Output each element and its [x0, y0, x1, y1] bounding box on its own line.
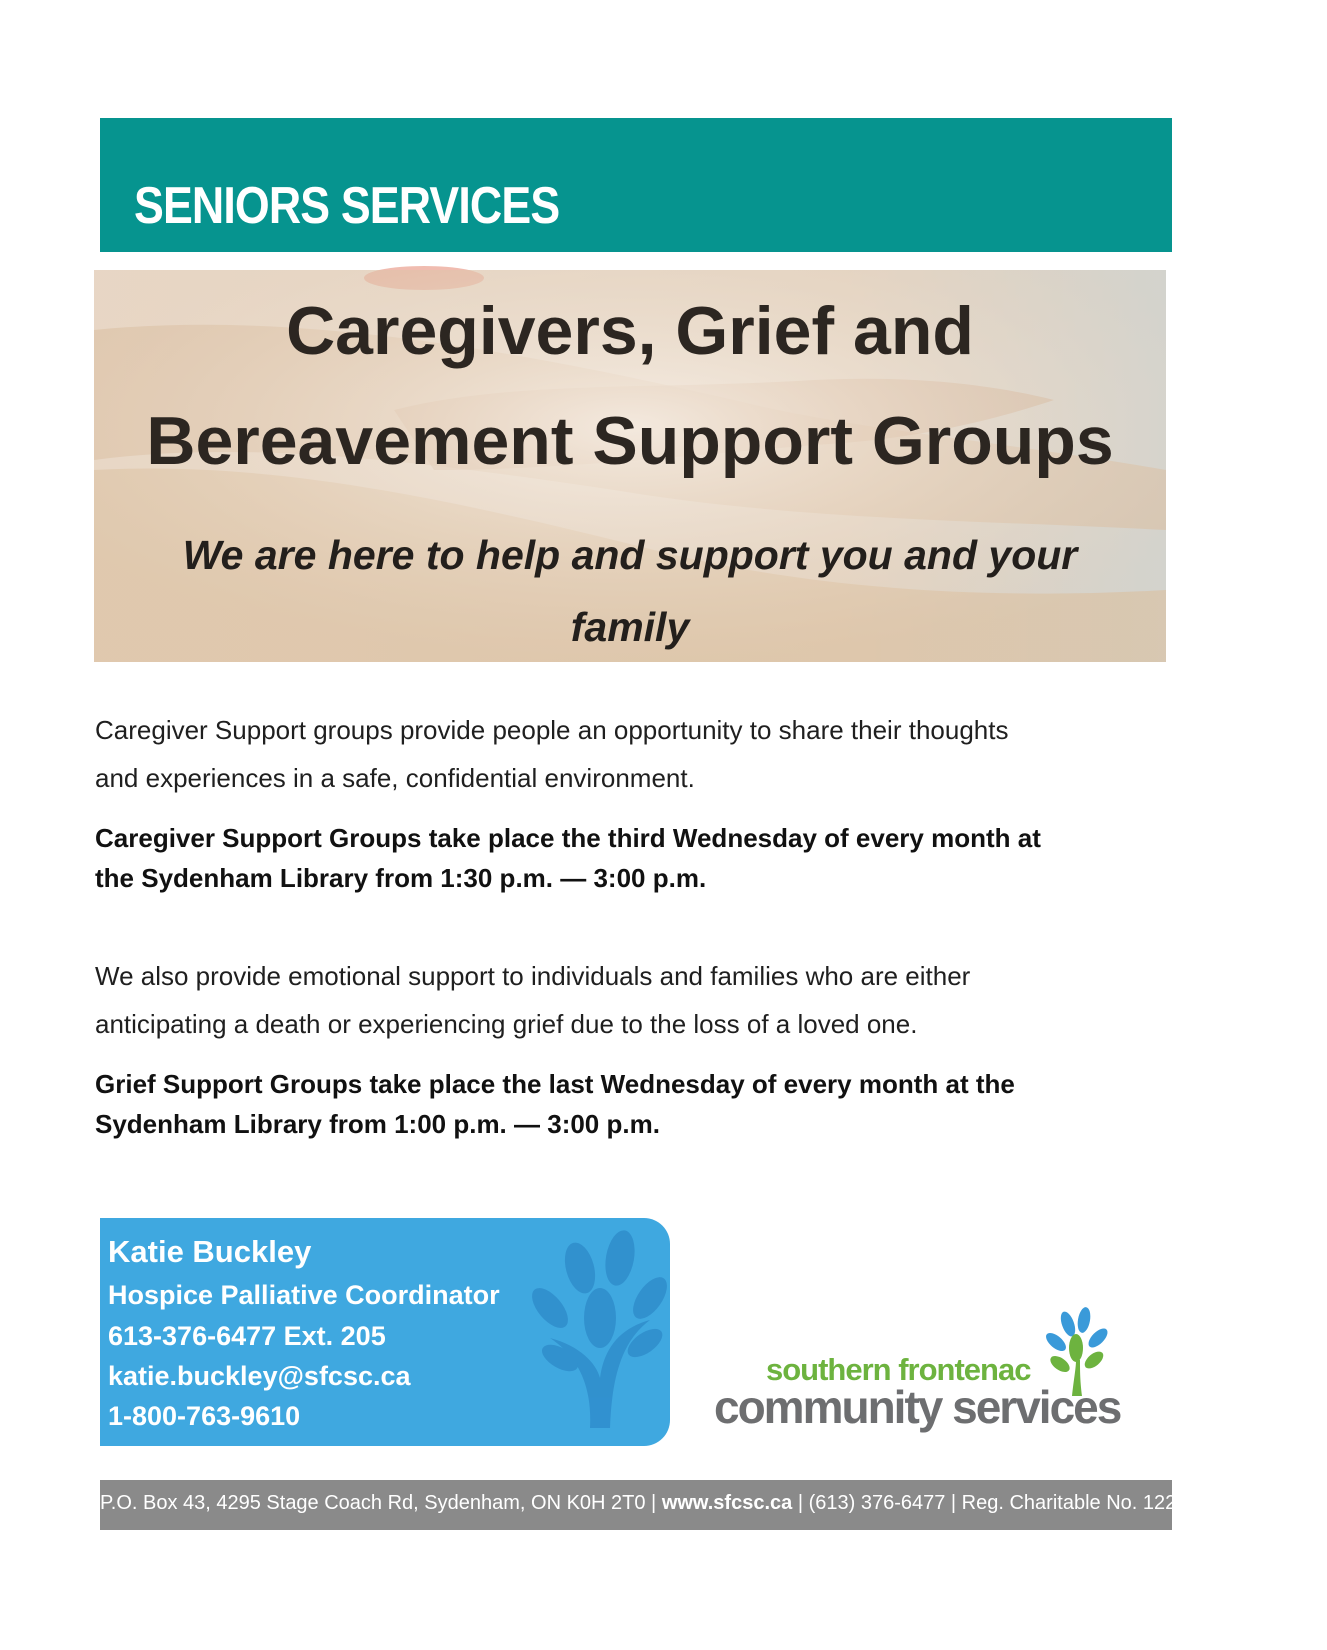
logo-line2: community services [714, 1381, 1121, 1433]
para2-line2: the Sydenham Library from 1:30 p.m. — 3:00 p.m. [95, 863, 707, 893]
organization-logo [708, 1308, 1148, 1438]
contact-card [100, 1218, 670, 1446]
grief-description [95, 952, 1185, 1048]
hero-title-line1: Caregivers, Grief and [286, 293, 974, 369]
footer-website[interactable]: www.sfcsc.ca [661, 1492, 793, 1514]
contact-tollfree[interactable]: 1-800-763-9610 [108, 1401, 301, 1431]
header-band [100, 118, 1172, 252]
caregiver-description [95, 706, 1185, 802]
hero-subtitle-line1: We are here to help and support you and your [182, 532, 1078, 578]
para3-line2: anticipating a death or experiencing grief due to the loss of a loved one. [95, 1009, 918, 1039]
contact-phone[interactable]: 613-376-6477 Ext. 205 [108, 1321, 386, 1351]
tree-icon [520, 1228, 680, 1438]
contact-email[interactable]: katie.buckley@sfcsc.ca [108, 1361, 411, 1391]
caregiver-schedule [95, 818, 1185, 898]
para1-line2: and experiences in a safe, confidential environment. [95, 763, 695, 793]
section-title: SENIORS SERVICES [134, 177, 560, 235]
para4-line2: Sydenham Library from 1:00 p.m. — 3:00 p.m. [95, 1109, 660, 1139]
hero-title-line2: Bereavement Support Groups [146, 403, 1114, 479]
para1-line1: Caregiver Support groups provide people an opportunity to share their thoughts [95, 715, 1009, 745]
footer-band [100, 1480, 1327, 1530]
logo-line1: southern frontenac [766, 1352, 1031, 1387]
footer-phone: (613) 376-6477 [808, 1492, 946, 1514]
para2-line1: Caregiver Support Groups take place the third Wednesday of every month at [95, 823, 1041, 853]
contact-name: Katie Buckley [108, 1234, 312, 1269]
hero-banner [94, 270, 1166, 662]
contact-role: Hospice Palliative Coordinator [108, 1280, 500, 1310]
footer-address: P.O. Box 43, 4295 Stage Coach Rd, Sydenham, ON K0H 2T0 [100, 1492, 646, 1514]
para4-line1: Grief Support Groups take place the last Wednesday of every month at the [95, 1069, 1015, 1099]
footer-charity: Reg. Charitable No. 122150204 RR 0001 [961, 1492, 1327, 1514]
grief-schedule [95, 1064, 1185, 1144]
para3-line1: We also provide emotional support to individuals and families who are either [95, 961, 971, 991]
footer-info: P.O. Box 43, 4295 Stage Coach Rd, Sydenham, ON K0H 2T0 | www.sfcsc.ca | (613) 376-6477 | Reg. Charitable No. 122150204 RR 0001 [100, 1492, 1327, 1514]
hero-subtitle-line2: family [570, 604, 690, 650]
